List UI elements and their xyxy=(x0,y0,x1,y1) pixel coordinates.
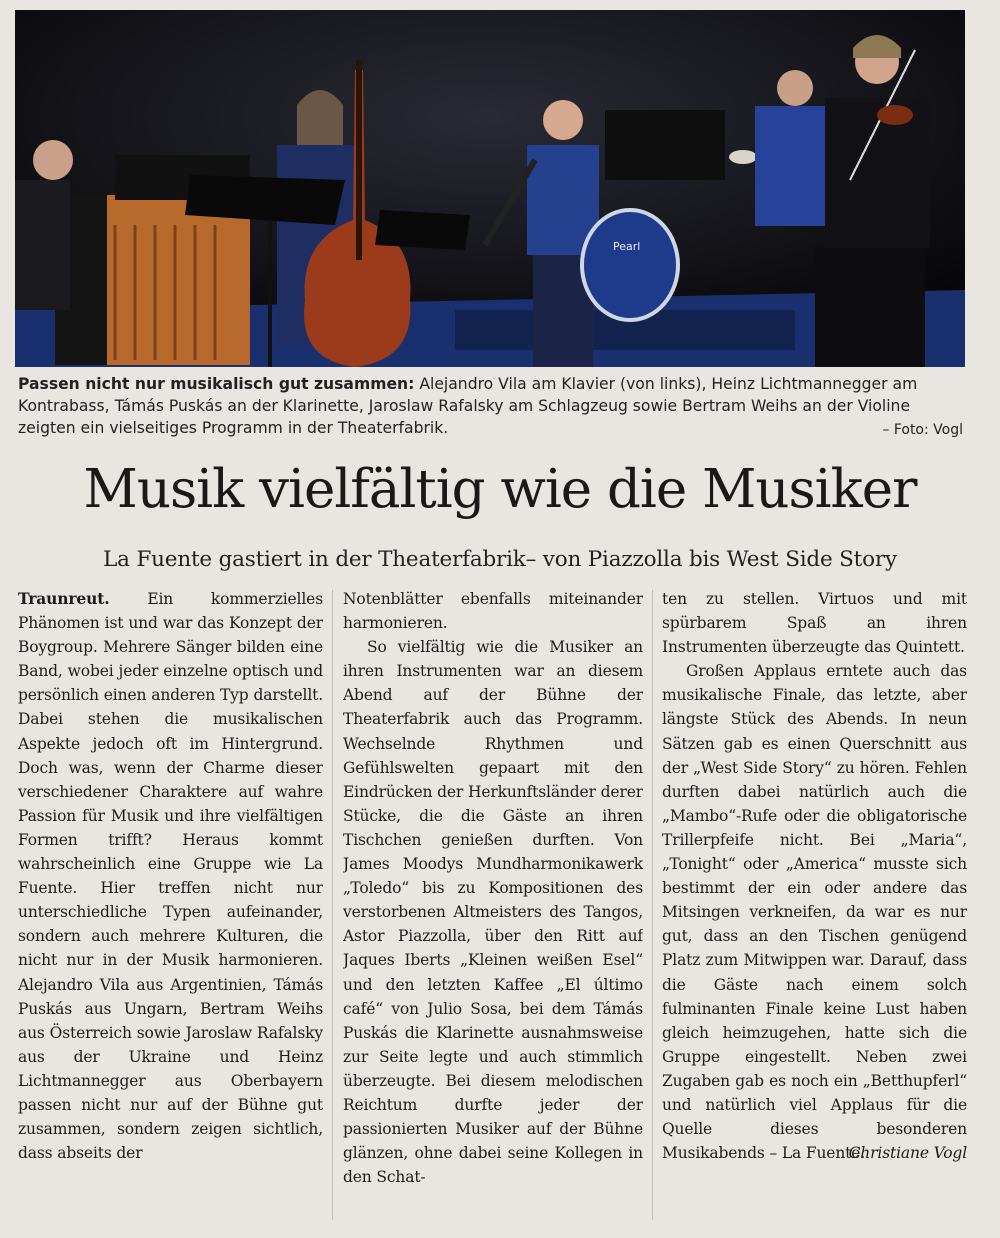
article-column-2 xyxy=(343,587,643,1227)
column-divider xyxy=(332,590,333,1220)
article-paragraph: Notenblätter ebenfalls miteinander harmonieren. xyxy=(343,590,643,633)
article-column-1 xyxy=(18,587,323,1227)
concert-photo xyxy=(15,10,965,367)
photo-caption xyxy=(18,373,963,441)
article-paragraph xyxy=(18,587,323,1165)
photo-credit: – Foto: Vogl xyxy=(882,422,963,438)
article-text: Ein kommerzielles Phänomen ist und war das Konzept der Boygroup. Mehrere Sänger bilden eine Band, wobei jeder einzelne optisch und persönlich einen anderen Typ darstellt. Dabei stehen die musikalischen Aspekte jedoch oft im Hintergrund. Doch was, wenn der Charme dieser verschiedener Charaktere auf wahre Passion für Musik und ihre vielfältigen Formen trifft? Heraus kommt wahrscheinlich eine Gruppe wie La Fuente. Hier treffen nicht nur unterschiedliche Typen aufeinander, sondern auch mehrere Kulturen, die nicht nur in der Musik harmonieren. Alejandro Vila aus Argentinien, Támás Puskás aus Ungarn, Bertram Weihs aus Österreich sowie Jaroslaw Rafalsky aus der Ukraine und Heinz Lichtmannegger aus Oberbayern passen nicht nur auf der Bühne gut zusammen, sondern zeigen sichtlich, dass abseits der xyxy=(18,590,323,1163)
article-paragraph: ten zu stellen. Virtuos und mit spürbarem Spaß an ihren Instrumenten überzeugte das Quintett. xyxy=(662,590,967,657)
concert-photo-image xyxy=(15,10,965,367)
article-paragraph: Großen Applaus erntete auch das musikalische Finale, das letzte, aber längste Stück des Abends. In neun Sätzen gab es einen Querschnitt aus der „West Side Story“ zu hören. Fehlen durften dabei natürlich auch die „Mambo“-Rufe oder die obligatorische Trillerpfeife nicht. Bei „Maria“, „Tonight“ oder „America“ musste sich bestimmt der ein oder andere das Mitsingen verkneifen, da war es nur gut, dass an den Tischen genügend Platz zum Mitwippen war. Darauf, dass die Gäste nach einem solch fulminanten Finale keine Lust haben gleich heimzugehen, hatte sich die Gruppe eingestellt. Neben zwei Zugaben gab es noch ein „Betthupferl“ und natürlich viel Applaus für die Quelle dieses besonderen Musikabends – La Fuente. xyxy=(662,662,967,1163)
author-byline: Christiane Vogl xyxy=(848,1144,967,1163)
article-column-3 xyxy=(662,587,967,1227)
caption-text: Alejandro Vila am Klavier (von links), Heinz Lichtmannegger am Kontrabass, Támás Puskás an der Klarinette, Jaroslaw Rafalsky am Schlagzeug sowie Bertram Weihs an der Violine zeigten ein vielseitiges Programm in der Theaterfabrik. xyxy=(18,375,918,437)
drum-brand-label: Pearl xyxy=(613,240,641,253)
subheadline: La Fuente gastiert in der Theaterfabrik– von Piazzolla bis West Side Story xyxy=(103,547,897,572)
caption-lead: Passen nicht nur musikalisch gut zusammen: xyxy=(18,375,415,393)
dateline-place: Traunreut. xyxy=(18,589,110,608)
column-divider xyxy=(652,590,653,1220)
headline: Musik vielfältig wie die Musiker xyxy=(83,459,917,520)
article-paragraph: So vielfältig wie die Musiker an ihren Instrumenten war an diesem Abend auf der Bühne der Theaterfabrik auch das Programm. Wechselnde Rhythmen und Gefühlswelten gepaart mit den Eindrücken der Herkunftsländer derer Stücke, die die Gäste an ihren Tischchen genießen durften. Von James Moodys Mundharmonikawerk „Toledo“ bis zu Kompositionen des verstorbenen Altmeisters des Tangos, Astor Piazzolla, über den Ritt auf Jaques Iberts „Kleinen weißen Esel“ und den letzten Kaffee „El último café“ von Julio Sosa, bei dem Támás Puskás die Klarinette ausnahmsweise zur Seite legte und auch stimmlich überzeugte. Bei diesem melodischen Reichtum durfte jeder der passionierten Musiker auf der Bühne glänzen, ohne dabei seine Kollegen in den Schat- xyxy=(343,638,643,1187)
